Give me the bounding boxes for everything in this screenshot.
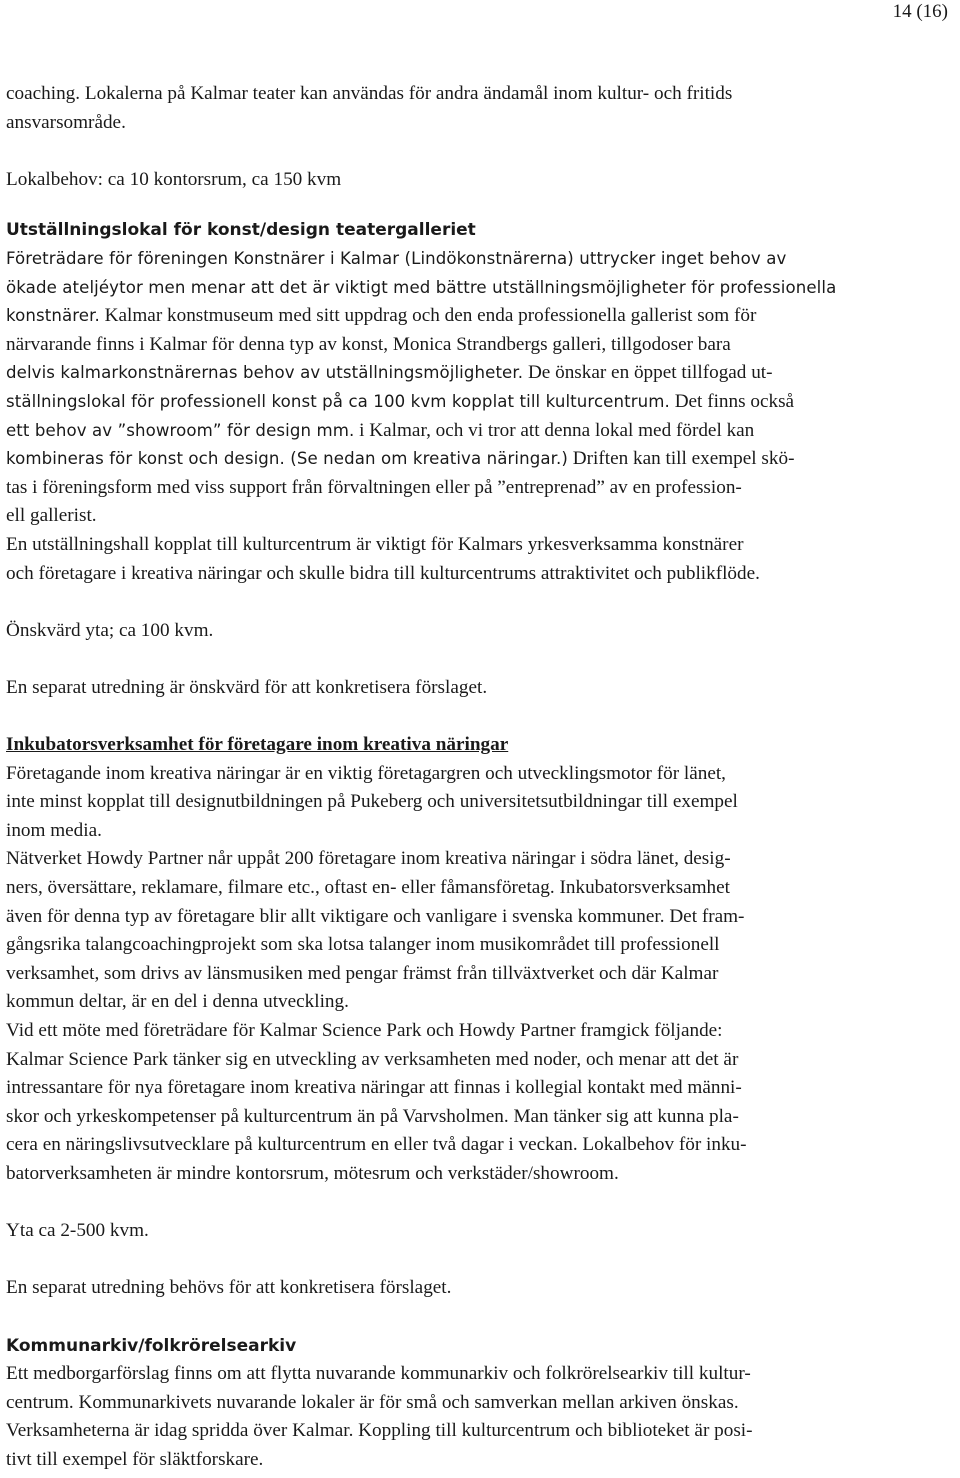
investigation-line: En separat utredning är önskvärd för att konkretisera förslaget. [6,676,488,698]
paragraph-line: Företrädare för föreningen Konstnärer i Kalmar (Lindökonstnärerna) uttrycker inget behov av [6,248,787,268]
text-span: kombineras för konst och design. (Se nedan om kreativa näringar.) [6,449,568,469]
paragraph-line [6,388,956,417]
paragraph-line: ansvarsområde. [6,111,126,133]
paragraph-line [6,417,956,446]
paragraph-line: Verksamheterna är idag spridda över Kalmar. Koppling till kulturcentrum och biblioteket är posi- [6,1420,753,1442]
paragraph-line: intressantare för nya företagare inom kreativa näringar att finnas i kollegial kontakt med männi- [6,1077,742,1099]
text-span: ett behov av ”showroom” för design mm. [6,420,355,440]
paragraph-line: tas i föreningsform med viss support från förvaltningen eller på ”entreprenad” av en profession- [6,476,742,498]
paragraph-line: närvarande finns i Kalmar för denna typ av konst, Monica Strandbergs galleri, tillgodoser bara [6,333,731,355]
paragraph-line: ners, översättare, reklamare, filmare etc., oftast en- eller fåmansföretag. Inkubatorsverksamhet [6,877,730,899]
section-heading-exhibition: Utställningslokal för konst/design teatergalleriet [6,220,476,241]
lokalbehov-line: Lokalbehov: ca 10 kontorsrum, ca 150 kvm [6,168,342,190]
investigation-line: En separat utredning behövs för att konkretisera förslaget. [6,1277,452,1299]
paragraph-line [6,359,956,388]
paragraph-line: Vid ett möte med företrädare för Kalmar Science Park och Howdy Partner framgick följande: [6,1020,723,1041]
paragraph-line: skor och yrkeskompetenser på kulturcentrum än på Varvsholmen. Man tänker sig att kunna pla- [6,1105,739,1127]
text-span: Driften kan till exempel skö- [568,448,795,470]
text-span: De önskar en öppet tillfogad ut- [523,362,773,384]
paragraph-line: cera en näringslivsutvecklare på kulturcentrum en eller två dagar i veckan. Lokalbehov för inku- [6,1134,747,1156]
document-body [6,80,956,1475]
paragraph-line: tivt till exempel för släktforskare. [6,1448,264,1470]
paragraph-line: Företagande inom kreativa näringar är en viktig företagargren och utvecklingsmotor för länet, [6,762,726,784]
area-line: Önskvärd yta; ca 100 kvm. [6,619,214,641]
paragraph-line [6,445,956,474]
text-span: Kalmar konstmuseum med sitt uppdrag och den enda professionella gallerist som för [99,305,757,327]
paragraph-line: batorverksamheten är mindre kontorsrum, mötesrum och verkstäder/showroom. [6,1162,619,1184]
paragraph-line: coaching. Lokalerna på Kalmar teater kan användas för andra ändamål inom kultur- och fritids [6,83,733,104]
paragraph-line: En utställningshall kopplat till kulturcentrum är viktigt för Kalmars yrkesverksamma konstnärer [6,533,744,555]
paragraph-line: Nätverket Howdy Partner når uppåt 200 företagare inom kreativa näringar i södra länet, desig- [6,848,731,870]
paragraph-line: verksamhet, som drivs av länsmusiken med pengar främst från tillväxtverket och där Kalmar [6,962,719,984]
paragraph-line [6,302,956,331]
text-span: delvis kalmarkonstnärernas behov av utställningsmöjligheter. [6,363,524,383]
area-line: Yta ca 2-500 kvm. [6,1220,149,1242]
text-span: i Kalmar, och vi tror att denna lokal med fördel kan [354,419,755,441]
section-heading-archive: Kommunarkiv/folkrörelsearkiv [6,1335,297,1356]
text-span: konstnärer. [6,306,100,326]
paragraph-line: inte minst kopplat till designutbildningen på Pukeberg och universitetsutbildningar till exempel [6,791,738,813]
paragraph-line: centrum. Kommunarkivets nuvarande lokaler är för små och samverkan mellan arkiven önskas. [6,1391,739,1413]
paragraph-line: ökade ateljéytor men menar att det är viktigt med bättre utställningsmöjligheter för professionella [6,277,837,297]
paragraph-line: och företagare i kreativa näringar och skulle bidra till kulturcentrums attraktivitet och publikflöde. [6,562,760,584]
text-span: ställningslokal för professionell konst på ca 100 kvm kopplat till kulturcentrum. [6,391,670,411]
paragraph-line: Ett medborgarförslag finns om att flytta nuvarande kommunarkiv och folkrörelsearkiv till kultur- [6,1363,751,1385]
paragraph-line: även för denna typ av företagare blir allt viktigare och vanligare i svenska kommuner. Det fram- [6,905,745,927]
paragraph-line: inom media. [6,819,102,841]
paragraph-line: ell gallerist. [6,505,97,527]
paragraph-line: kommun deltar, är en del i denna utveckling. [6,991,349,1013]
paragraph-line: Kalmar Science Park tänker sig en utveckling av verksamheten med noder, och menar att det är [6,1048,739,1070]
page-number: 14 (16) [892,1,948,22]
section-heading-incubator: Inkubatorsverksamhet för företagare inom kreativa näringar [6,734,509,756]
text-span: Det finns också [669,390,795,412]
paragraph-line: gångsrika talangcoachingprojekt som ska lotsa talanger inom musikområdet till professionell [6,934,720,956]
